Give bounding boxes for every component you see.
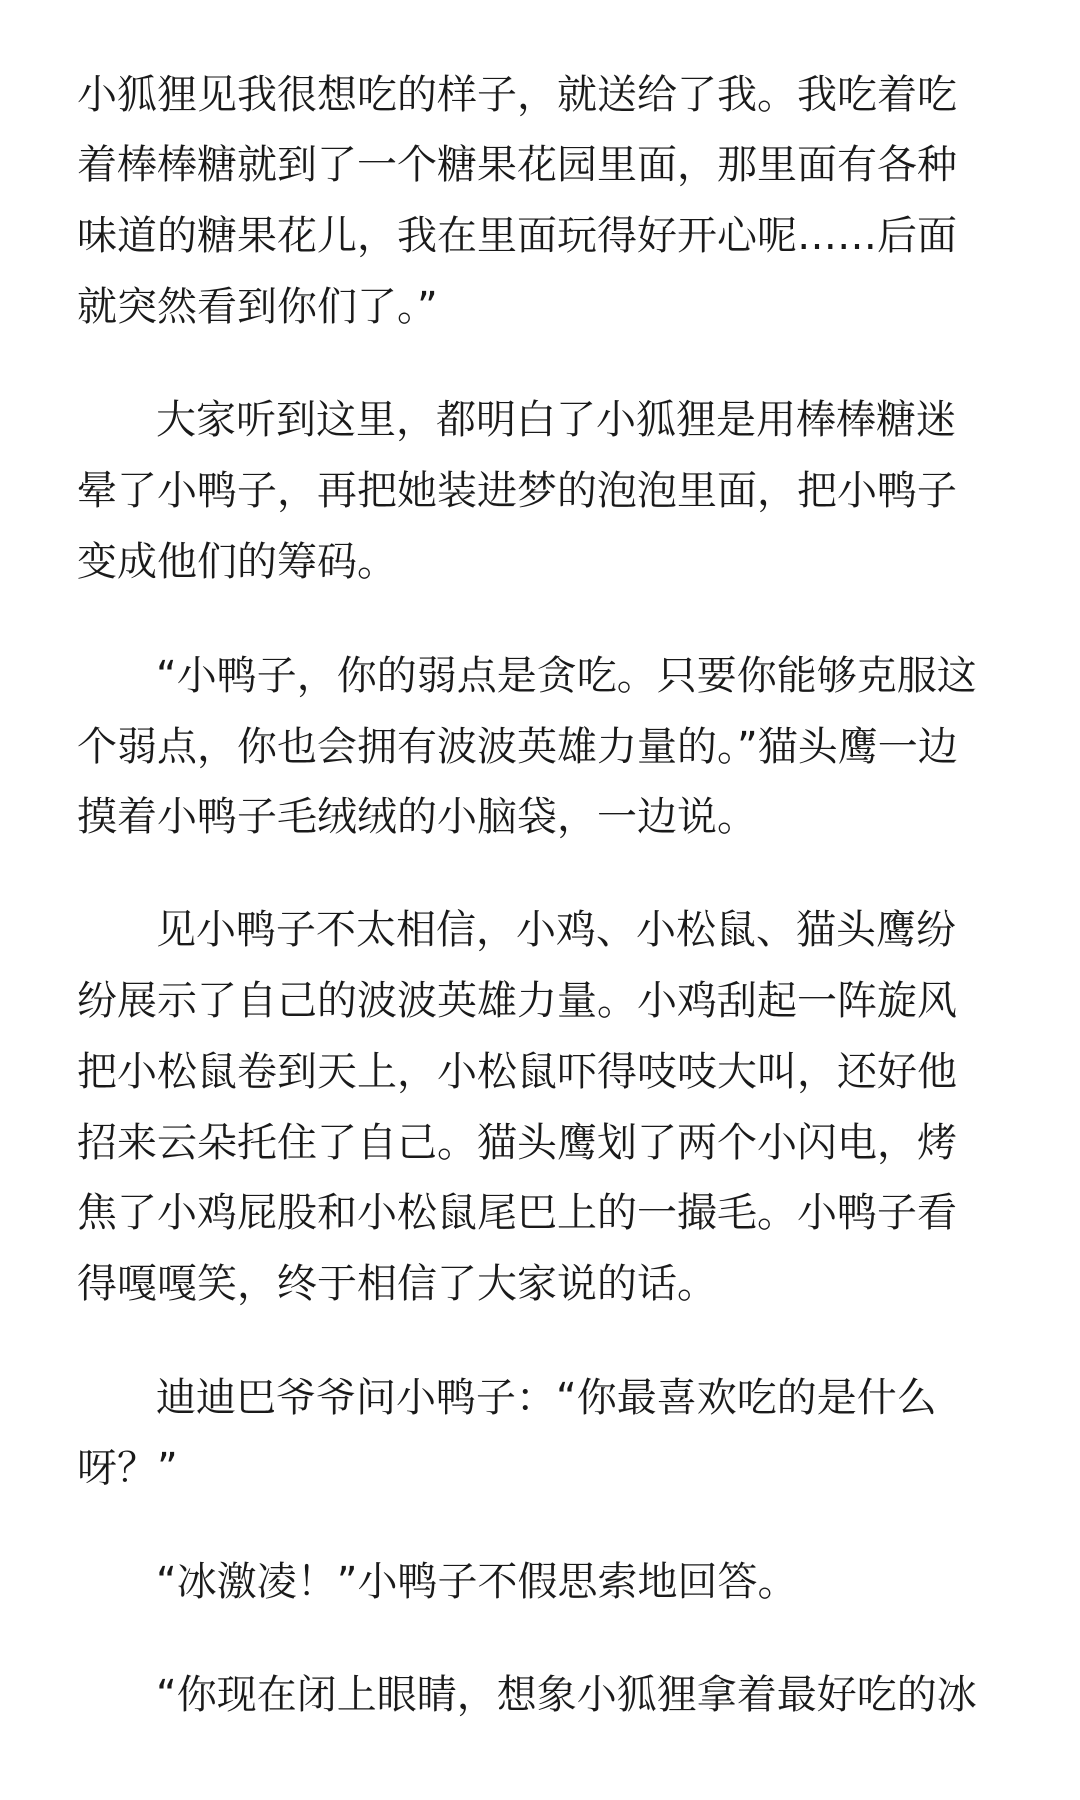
text-line: 招来云朵托住了自己。猫头鹰划了两个小闪电，烤 [77,1120,957,1166]
text-line: 个弱点，你也会拥有波波英雄力量的。”猫头鹰一边 [77,724,958,770]
text-line: 摸着小鸭子毛绒绒的小脑袋，一边说。 [77,794,757,840]
text-line: “你现在闭上眼睛，想象小狐狸拿着最好吃的冰 [156,1672,977,1718]
text-line: 味道的糖果花儿，我在里面玩得好开心呢……后面 [77,213,957,259]
text-line: 焦了小鸡屁股和小松鼠尾巴上的一撮毛。小鸭子看 [77,1190,957,1236]
text-line: 大家听到这里，都明白了小狐狸是用棒棒糖迷 [156,397,956,443]
text-line: 得嘎嘎笑，终于相信了大家说的话。 [77,1261,717,1307]
text-line: 迪迪巴爷爷问小鸭子：“你最喜欢吃的是什么 [156,1375,937,1421]
text-line: 见小鸭子不太相信，小鸡、小松鼠、猫头鹰纷 [156,907,956,953]
text-line: 呀？” [77,1445,178,1491]
text-line: “小鸭子，你的弱点是贪吃。只要你能够克服这 [156,653,977,699]
text-line: 小狐狸见我很想吃的样子，就送给了我。我吃着吃 [77,72,957,118]
text-line: 晕了小鸭子，再把她装进梦的泡泡里面，把小鸭子 [77,468,957,514]
text-line: 着棒棒糖就到了一个糖果花园里面，那里面有各种 [77,142,957,188]
text-line: 就突然看到你们了。” [77,284,438,330]
text-line: 变成他们的筹码。 [77,539,397,585]
text-line: “冰激凌！”小鸭子不假思索地回答。 [156,1559,798,1605]
text-line: 把小松鼠卷到天上，小松鼠吓得吱吱大叫，还好他 [77,1049,957,1095]
text-line: 纷展示了自己的波波英雄力量。小鸡刮起一阵旋风 [77,978,957,1024]
